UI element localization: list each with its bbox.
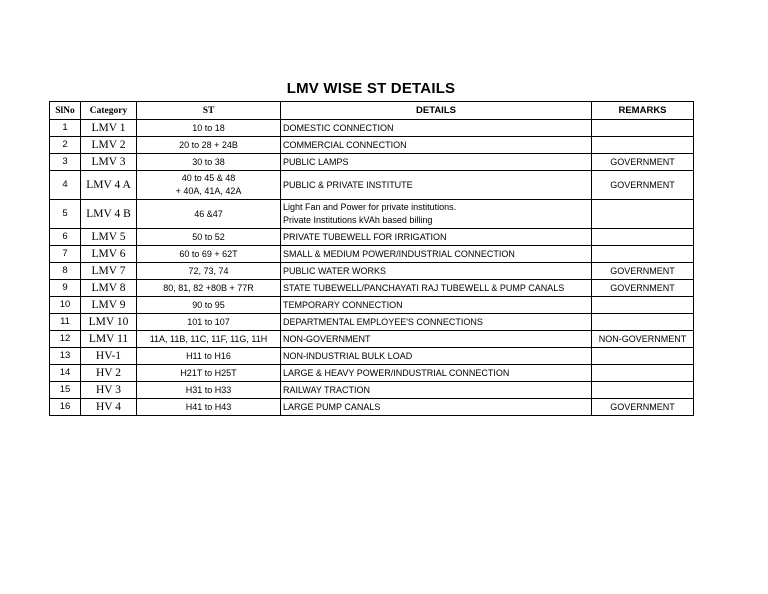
cell-remarks: GOVERNMENT xyxy=(592,399,694,416)
st-line: 101 to 107 xyxy=(187,316,230,327)
cell-slno: 11 xyxy=(50,314,81,331)
st-line: 80, 81, 82 +80B + 77R xyxy=(163,282,254,293)
st-line: 50 to 52 xyxy=(192,231,225,242)
st-line: 90 to 95 xyxy=(192,299,225,310)
cell-slno: 4 xyxy=(50,171,81,200)
table-row xyxy=(50,200,694,229)
cell-st xyxy=(137,280,281,297)
details-line: PUBLIC & PRIVATE INSTITUTE xyxy=(283,179,413,190)
cell-st xyxy=(137,365,281,382)
cell-category: LMV 4 A xyxy=(81,171,137,200)
table-row xyxy=(50,229,694,246)
st-line: H41 to H43 xyxy=(185,401,232,412)
cell-details xyxy=(281,297,592,314)
cell-category: LMV 8 xyxy=(81,280,137,297)
cell-st xyxy=(137,314,281,331)
table-row xyxy=(50,314,694,331)
cell-details xyxy=(281,246,592,263)
cell-remarks xyxy=(592,365,694,382)
st-line: 10 to 18 xyxy=(192,122,225,133)
details-line: Light Fan and Power for private institutions. xyxy=(283,202,457,212)
cell-remarks: GOVERNMENT xyxy=(592,280,694,297)
cell-st xyxy=(137,229,281,246)
cell-category: LMV 11 xyxy=(81,331,137,348)
st-line: H11 to H16 xyxy=(186,350,231,361)
st-line: 46 &47 xyxy=(194,208,223,219)
cell-category: LMV 5 xyxy=(81,229,137,246)
cell-remarks xyxy=(592,229,694,246)
table-row xyxy=(50,154,694,171)
st-line: 30 to 38 xyxy=(192,156,225,167)
cell-details xyxy=(281,171,592,200)
cell-category: LMV 2 xyxy=(81,137,137,154)
st-line: H31 to H33 xyxy=(185,384,232,395)
cell-st xyxy=(137,382,281,399)
cell-category: HV 4 xyxy=(81,399,137,416)
cell-remarks xyxy=(592,348,694,365)
cell-remarks: GOVERNMENT xyxy=(592,171,694,200)
cell-slno: 9 xyxy=(50,280,81,297)
cell-remarks: GOVERNMENT xyxy=(592,154,694,171)
cell-category: LMV 3 xyxy=(81,154,137,171)
details-line: RAILWAY TRACTION xyxy=(283,384,371,395)
cell-remarks: NON-GOVERNMENT xyxy=(592,331,694,348)
cell-st xyxy=(137,399,281,416)
cell-st xyxy=(137,348,281,365)
cell-slno: 2 xyxy=(50,137,81,154)
cell-slno: 5 xyxy=(50,200,81,229)
cell-category: LMV 1 xyxy=(81,120,137,137)
cell-remarks xyxy=(592,382,694,399)
cell-category: HV 3 xyxy=(81,382,137,399)
table-body xyxy=(50,120,694,416)
cell-details xyxy=(281,200,592,229)
cell-slno: 6 xyxy=(50,229,81,246)
table-row xyxy=(50,331,694,348)
details-line: SMALL & MEDIUM POWER/INDUSTRIAL CONNECTION xyxy=(283,248,515,259)
cell-remarks xyxy=(592,200,694,229)
cell-category: LMV 7 xyxy=(81,263,137,280)
cell-st xyxy=(137,171,281,200)
st-details-table xyxy=(49,101,694,416)
st-line: H21T to H25T xyxy=(180,367,237,378)
table-row xyxy=(50,280,694,297)
cell-details xyxy=(281,263,592,280)
st-line: 40 to 45 & 48 xyxy=(181,173,236,183)
details-line: LARGE & HEAVY POWER/INDUSTRIAL CONNECTION xyxy=(283,367,510,378)
header-st: ST xyxy=(137,102,281,120)
table-row xyxy=(50,297,694,314)
table-row xyxy=(50,171,694,200)
cell-slno: 16 xyxy=(50,399,81,416)
cell-slno: 10 xyxy=(50,297,81,314)
table-row xyxy=(50,246,694,263)
cell-slno: 3 xyxy=(50,154,81,171)
cell-details xyxy=(281,154,592,171)
table-row xyxy=(50,365,694,382)
cell-remarks xyxy=(592,314,694,331)
cell-details xyxy=(281,365,592,382)
cell-category: LMV 10 xyxy=(81,314,137,331)
table-row xyxy=(50,120,694,137)
table-row xyxy=(50,399,694,416)
details-line: DEPARTMENTAL EMPLOYEE'S CONNECTIONS xyxy=(283,316,483,327)
cell-remarks xyxy=(592,297,694,314)
details-line: NON-INDUSTRIAL BULK LOAD xyxy=(283,350,413,361)
cell-slno: 8 xyxy=(50,263,81,280)
st-line: 20 to 28 + 24B xyxy=(179,139,238,150)
cell-details xyxy=(281,382,592,399)
header-slno: SlNo xyxy=(50,102,81,120)
cell-details xyxy=(281,348,592,365)
details-line: DOMESTIC CONNECTION xyxy=(283,122,394,133)
cell-category: LMV 9 xyxy=(81,297,137,314)
details-line: COMMERCIAL CONNECTION xyxy=(283,139,407,150)
details-line: STATE TUBEWELL/PANCHAYATI RAJ TUBEWELL & PUMP CANALS xyxy=(283,282,565,293)
cell-st xyxy=(137,246,281,263)
table-row xyxy=(50,263,694,280)
cell-st xyxy=(137,137,281,154)
header-details: DETAILS xyxy=(281,102,592,120)
header-category: Category xyxy=(81,102,137,120)
st-line: 60 to 69 + 62T xyxy=(179,248,238,259)
st-line: 72, 73, 74 xyxy=(188,265,229,276)
cell-remarks xyxy=(592,120,694,137)
table-row xyxy=(50,382,694,399)
cell-details xyxy=(281,331,592,348)
cell-slno: 1 xyxy=(50,120,81,137)
cell-st xyxy=(137,200,281,229)
cell-category: LMV 6 xyxy=(81,246,137,263)
table-row xyxy=(50,137,694,154)
details-line: PUBLIC WATER WORKS xyxy=(283,265,387,276)
header-remarks: REMARKS xyxy=(592,102,694,120)
details-line: Private Institutions kVAh based billing xyxy=(283,215,433,225)
st-line: 11A, 11B, 11C, 11F, 11G, 11H xyxy=(149,333,268,344)
cell-remarks: GOVERNMENT xyxy=(592,263,694,280)
cell-category: HV 2 xyxy=(81,365,137,382)
cell-slno: 14 xyxy=(50,365,81,382)
cell-st xyxy=(137,154,281,171)
cell-details xyxy=(281,229,592,246)
cell-slno: 12 xyxy=(50,331,81,348)
cell-details xyxy=(281,137,592,154)
page-title: LMV WISE ST DETAILS xyxy=(286,80,456,97)
cell-st xyxy=(137,263,281,280)
cell-category: HV-1 xyxy=(81,348,137,365)
cell-category: LMV 4 B xyxy=(81,200,137,229)
cell-details xyxy=(281,314,592,331)
details-line: PRIVATE TUBEWELL FOR IRRIGATION xyxy=(283,231,447,242)
cell-details xyxy=(281,399,592,416)
cell-slno: 15 xyxy=(50,382,81,399)
st-line: + 40A, 41A, 42A xyxy=(175,186,242,196)
cell-st xyxy=(137,120,281,137)
details-line: NON-GOVERNMENT xyxy=(283,333,371,344)
details-line: PUBLIC LAMPS xyxy=(283,156,349,167)
cell-details xyxy=(281,120,592,137)
table-row xyxy=(50,348,694,365)
cell-remarks xyxy=(592,246,694,263)
cell-st xyxy=(137,331,281,348)
cell-slno: 7 xyxy=(50,246,81,263)
details-line: TEMPORARY CONNECTION xyxy=(283,299,403,310)
cell-st xyxy=(137,297,281,314)
cell-slno: 13 xyxy=(50,348,81,365)
cell-details xyxy=(281,280,592,297)
details-line: LARGE PUMP CANALS xyxy=(283,401,381,412)
cell-remarks xyxy=(592,137,694,154)
header-row xyxy=(50,102,694,120)
